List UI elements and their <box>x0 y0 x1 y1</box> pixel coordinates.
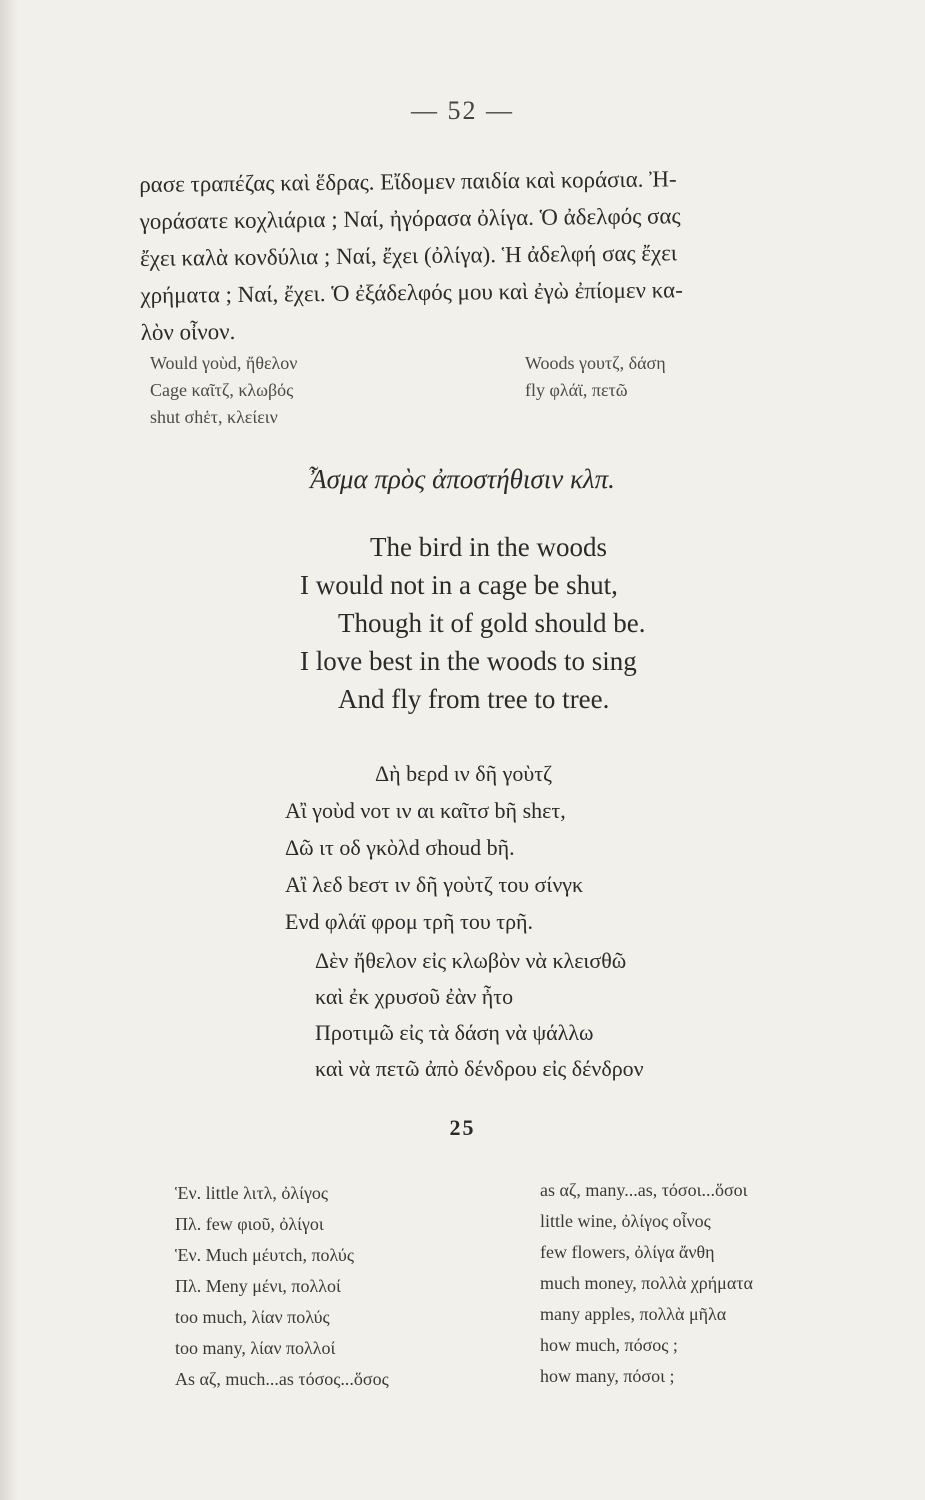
prose-line: ἔχει καλὰ κονδύλια ; Ναί, ἔχει (ὀλίγα). Ἡ ἀδελφή σας ἔχει <box>139 240 678 271</box>
prose-line: ρασε τραπέζας καὶ ἕδρας. Εἴδομεν παιδία καὶ κοράσια. Ἠ- <box>139 166 677 197</box>
prose-paragraph <box>139 158 901 351</box>
lesson-entry: how many, πόσοι ; <box>540 1366 675 1386</box>
vocab-entry: Woods γουτζ, δάση <box>525 353 666 373</box>
prose-line: χρήματα ; Ναί, ἔχει. Ὁ ἐξάδελφός μου καὶ ἐγὼ ἐπίομεν κα- <box>140 277 683 308</box>
vocab-entry: shut σhἑτ, κλείειν <box>150 407 278 427</box>
poem-line: And fly from tree to tree. <box>338 684 610 714</box>
poem-line: καὶ ἐκ χρυσοῦ ἐὰν ἦτο <box>315 984 514 1009</box>
song-title: Ἆσμα πρὸς ἀποστήθισιν κλπ. <box>310 464 615 494</box>
poem-line: Δὴ bερd ιν δῆ γοὺτζ <box>375 761 553 786</box>
poem-line: καὶ νὰ πετῶ ἀπὸ δένδρου εἰς δένδρον <box>315 1056 644 1081</box>
page-number: — 52 — <box>411 96 514 125</box>
poem-line: Ενd φλάϊ φρομ τρῆ του τρῆ. <box>285 909 534 934</box>
lesson-entry: much money, πολλὰ χρήματα <box>540 1273 753 1293</box>
section-number: 25 <box>449 1115 476 1140</box>
lesson-entry: Πλ. Meny μένι, πολλοί <box>175 1276 341 1296</box>
poem-line: The bird in the woods <box>370 532 607 562</box>
poem-line: Προτιμῶ εἰς τὰ δάση νὰ ψάλλω <box>315 1020 594 1045</box>
vocab-list-left <box>150 350 297 431</box>
lesson-entry: Ἑν. little λιτλ, ὀλίγος <box>175 1183 329 1203</box>
lesson-table-right <box>540 1175 753 1392</box>
vocab-entry: Would γοὺd, ἤθελον <box>150 353 298 373</box>
poem-english <box>300 528 820 718</box>
lesson-entry: Ἑν. Much μέυτch, πολύς <box>175 1245 354 1265</box>
page-spine-shadow <box>0 0 18 1500</box>
lesson-entry: many apples, πολλὰ μῆλα <box>540 1304 727 1324</box>
poem-line: Δὲν ἤθελον εἰς κλωβὸν νὰ κλεισθῶ <box>315 948 627 973</box>
vocab-list-right <box>525 350 666 404</box>
prose-line: γοράσατε κοχλιάρια ; Ναί, ἠγόρασα ὀλίγα. Ὁ ἀδελφός σας <box>139 203 681 234</box>
lesson-entry: As αζ, much...as τόσος...ὅσος <box>175 1369 389 1389</box>
poem-line: I would not in a cage be shut, <box>300 570 618 600</box>
lesson-entry: as αζ, many...as, τόσοι...ὅσοι <box>540 1180 748 1200</box>
poem-line: Αἲ γοὺd νοτ ιν αι καῖτσ bῆ shετ, <box>285 798 566 823</box>
lesson-entry: how much, πόσος ; <box>540 1335 678 1355</box>
lesson-entry: Πλ. few φιοῦ, ὀλίγοι <box>175 1214 324 1234</box>
vocab-entry: Cage καῖτζ, κλωβός <box>150 380 294 400</box>
lesson-entry: too many, λίαν πολλοί <box>175 1338 336 1358</box>
poem-transliteration <box>285 755 805 940</box>
poem-greek <box>315 943 835 1087</box>
lesson-entry: too much, λίαν πολύς <box>175 1307 330 1327</box>
lesson-table-left <box>175 1178 389 1395</box>
poem-line: Αἲ λεδ bεστ ιν δῆ γοὺτζ του σίνγκ <box>285 872 584 897</box>
poem-line: Though it of gold should be. <box>338 608 646 638</box>
poem-line: Δῶ ιτ οδ γκὸλd σhoud bῆ. <box>285 835 515 860</box>
prose-line: λὸν οἶνον. <box>140 318 236 345</box>
poem-line: I love best in the woods to sing <box>300 646 637 676</box>
vocab-entry: fly φλάϊ, πετῶ <box>525 380 628 400</box>
lesson-entry: little wine, ὀλίγος οἶνος <box>540 1211 711 1231</box>
lesson-entry: few flowers, ὀλίγα ἄνθη <box>540 1242 715 1262</box>
